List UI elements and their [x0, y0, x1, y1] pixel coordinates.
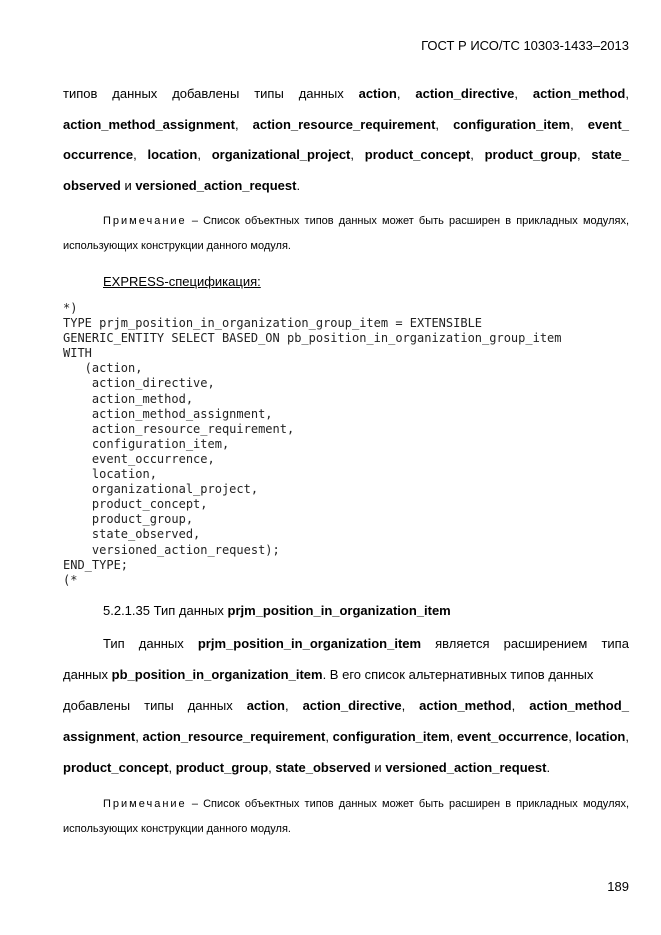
section-entity-name: prjm_position_in_organization_item — [227, 603, 451, 618]
text: данных — [298, 86, 344, 101]
text: данных — [138, 636, 184, 651]
paragraph-1-line-2 — [63, 117, 629, 132]
paragraph-2-line-3 — [63, 698, 629, 713]
paragraph-1-line-1 — [63, 86, 629, 101]
text: и — [374, 760, 382, 775]
entity-term: event_ — [587, 117, 629, 132]
page-number: 189 — [607, 879, 629, 894]
note-1-line-1 — [103, 215, 629, 227]
entity-term: action, — [246, 698, 289, 713]
entity-term: product_concept, — [63, 760, 173, 775]
text: типы — [254, 86, 284, 101]
entity-term: organizational_project, — [211, 147, 355, 162]
entity-term: action_resource_requirement, — [142, 729, 329, 744]
note-text: – Список объектных типов данных может быть расширен в прикладных модулях, — [191, 215, 629, 227]
express-code-listing: *) TYPE prjm_position_in_organization_group_item = EXTENSIBLE GENERIC_ENTITY SELECT BASED_ON pb_position_in_organization_group_item WITH (action, action_directive, action_method, action_method_assignment, action_resource_requirement, configuration_item, event_occurrence, location, organizational_project, product_concept, product_group, state_observed, versioned_action_request); END_TYPE; (* — [63, 301, 562, 587]
entity-term: event_occurrence, — [456, 729, 572, 744]
section-number: 5.2.1.35 Тип данных — [103, 603, 224, 618]
entity-term: action_method_ — [529, 698, 629, 713]
text: типы — [144, 698, 174, 713]
note-label: Примечание — [103, 215, 187, 227]
entity-term: location, — [575, 729, 629, 744]
note-2-line-2: использующих конструкции данного модуля. — [63, 823, 291, 835]
entity-term: versioned_action_request. — [135, 178, 301, 193]
text: Тип — [103, 636, 125, 651]
paragraph-1-line-4 — [63, 178, 629, 193]
express-spec-heading: EXPRESS-спецификация: — [103, 274, 261, 289]
note-label: Примечание — [103, 798, 187, 810]
text: данных — [63, 667, 109, 682]
entity-term: configuration_item, — [453, 117, 574, 132]
entity-term: prjm_position_in_organization_item — [197, 636, 422, 651]
text: является — [435, 636, 490, 651]
text: . В его список альтернативных типов данных — [322, 667, 594, 682]
text: типа — [601, 636, 629, 651]
note-1-line-2: использующих конструкции данного модуля. — [63, 240, 291, 252]
text: расширением — [503, 636, 588, 651]
entity-term: action_directive, — [302, 698, 406, 713]
text: добавлены — [172, 86, 240, 101]
text: данных — [112, 86, 158, 101]
entity-term: state_observed — [275, 760, 371, 775]
entity-term: product_group, — [175, 760, 272, 775]
entity-term: configuration_item, — [332, 729, 454, 744]
entity-term: action, — [358, 86, 401, 101]
entity-term: versioned_action_request. — [385, 760, 551, 775]
entity-term: assignment, — [63, 729, 139, 744]
entity-term: pb_position_in_organization_item — [111, 667, 323, 682]
entity-term: observed — [63, 178, 121, 193]
text: типов — [63, 86, 98, 101]
note-text: – Список объектных типов данных может быть расширен в прикладных модулях, — [191, 798, 629, 810]
paragraph-1-line-3 — [63, 147, 629, 162]
text: и — [124, 178, 132, 193]
paragraph-2-line-2 — [63, 667, 629, 682]
text: добавлены — [63, 698, 131, 713]
entity-term: action_method, — [532, 86, 629, 101]
entity-term: action_method_assignment, — [63, 117, 239, 132]
entity-term: occurrence, — [63, 147, 137, 162]
entity-term: product_group, — [484, 147, 581, 162]
section-heading — [103, 603, 629, 618]
document-header: ГОСТ Р ИСО/ТС 10303-1433–2013 — [421, 38, 629, 53]
text: данных — [187, 698, 233, 713]
note-2-line-1 — [103, 798, 629, 810]
entity-term: action_resource_requirement, — [252, 117, 440, 132]
paragraph-2-line-1 — [103, 636, 629, 651]
entity-term: state_ — [591, 147, 629, 162]
paragraph-2-line-5 — [63, 760, 629, 775]
entity-term: action_method, — [419, 698, 516, 713]
entity-term: product_concept, — [364, 147, 474, 162]
entity-term: location, — [147, 147, 201, 162]
paragraph-2-line-4 — [63, 729, 629, 744]
entity-term: action_directive, — [415, 86, 519, 101]
